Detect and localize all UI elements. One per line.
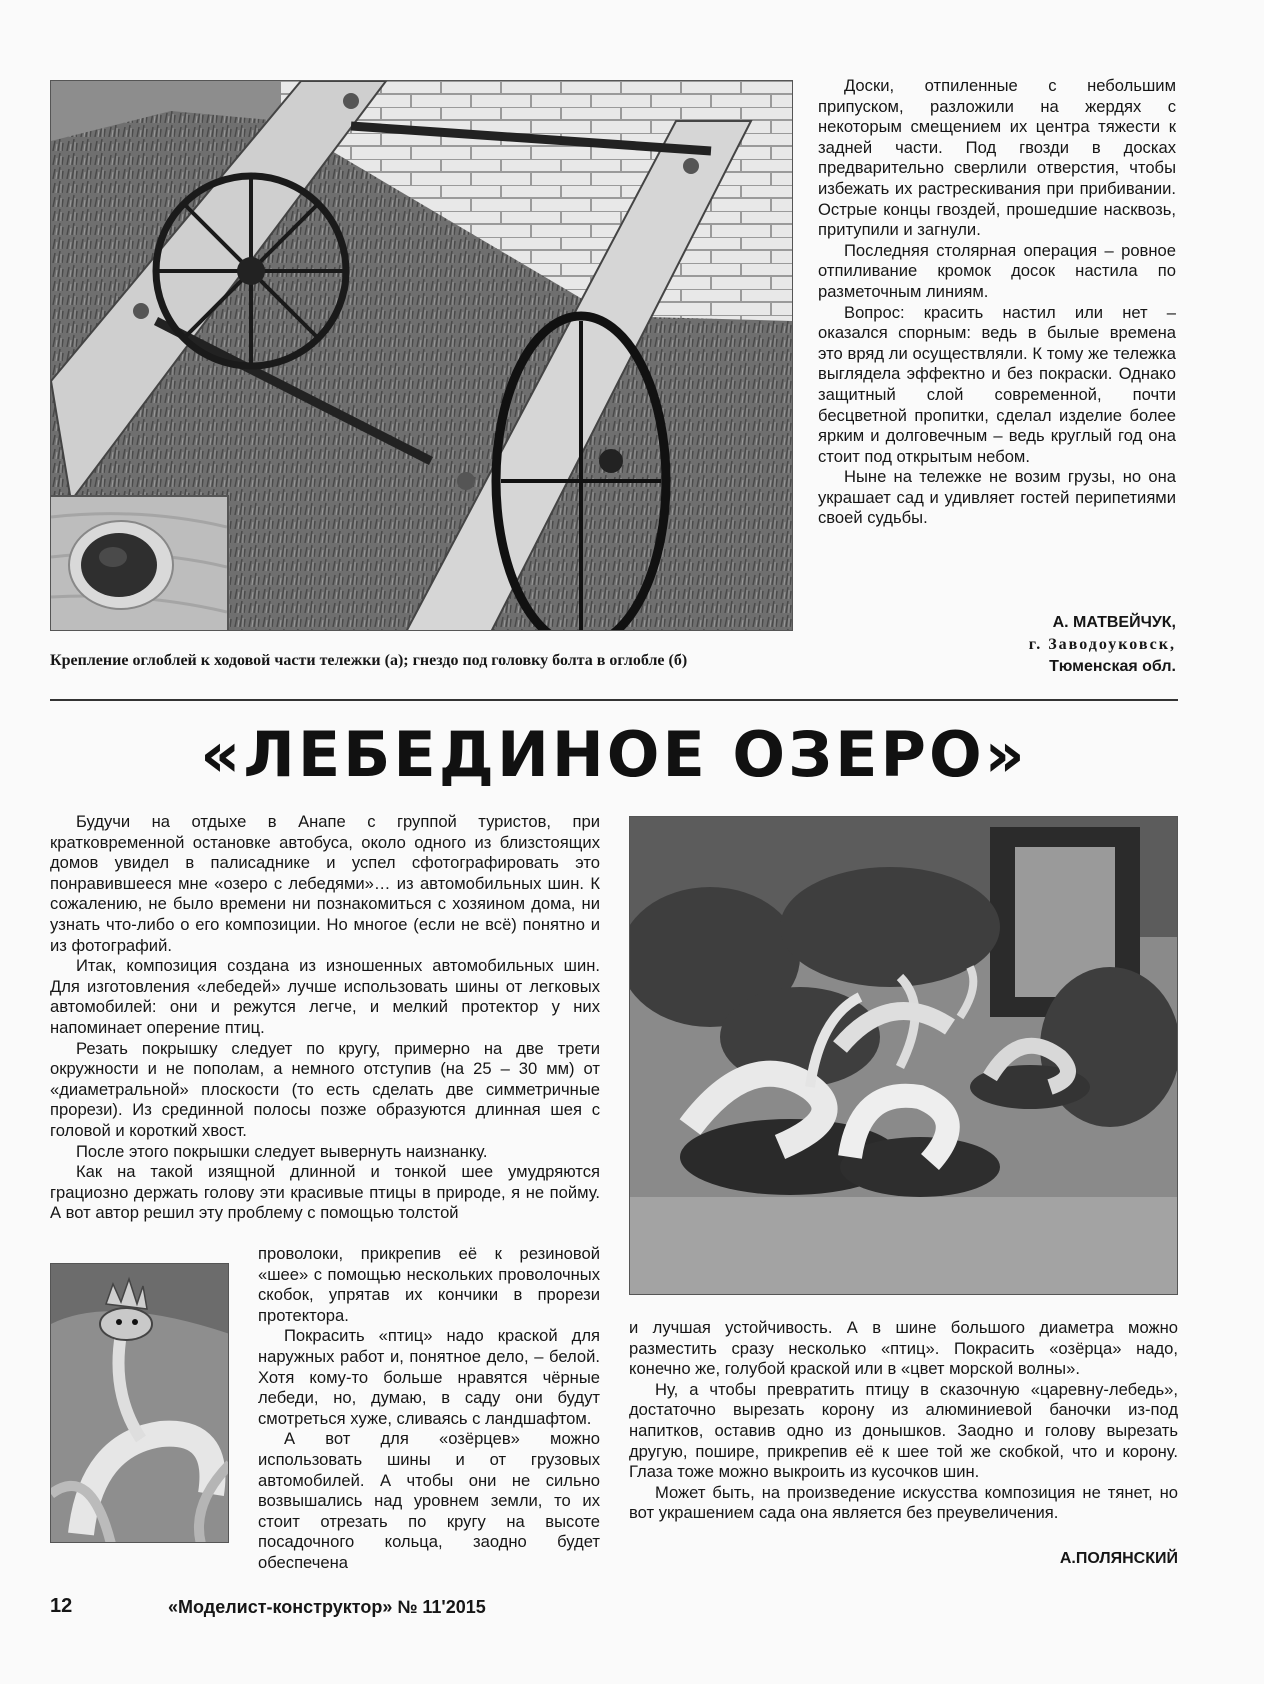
article2-author: А.ПОЛЯНСКИЙ xyxy=(1059,1550,1178,1567)
article1-paragraph: Ныне на тележке не возим грузы, но она украшает сад и удивляет гостей перипетиями своей судьбы. xyxy=(818,467,1176,528)
article2-paragraph: Резать покрышку следует по кругу, примерно на две трети окружности и не пополам, а немного отступив (на 25 – 30 мм) от «диаметральной» плоскости (то есть сделать две симметричные прорези). Из срединной полосы позже образуются длинная шея с головой и короткий хвост. xyxy=(50,1038,600,1140)
article1-paragraph: Последняя столярная операция – ровное отпиливание кромок досок настила по разметочным линиям. xyxy=(818,240,1176,301)
article1-city: г. Заводоуковск, xyxy=(1028,636,1176,653)
article2-paragraph: Итак, композиция создана из изношенных автомобильных шин. Для изготовления «лебедей» лучше использовать шины от легковых автомобилей: они и режутся легче, и мелкий протектор у них напоминает оперение птиц. xyxy=(50,956,600,1037)
article1-author: А. МАТВЕЙЧУК, xyxy=(1052,614,1176,631)
article2-intro-column xyxy=(50,812,600,1224)
bolt-socket-image xyxy=(51,497,227,630)
article-divider xyxy=(50,699,1178,701)
page-number: 12 xyxy=(50,1595,73,1617)
swan-closeup-image xyxy=(51,1264,229,1543)
magazine-footer: «Моделист-конструктор» № 11'2015 xyxy=(168,1597,486,1617)
article2-paragraph: Ну, а чтобы превратить птицу в сказочную «царевну-лебедь», достаточно вырезать корону из алюминиевой баночки из-под напитков, оставив одно из донышков. Заодно и голову вырезать другую, пошире, прикрепив её к шее той же скобкой, что и корону. Глаза тоже можно выкроить из кусочков шин. xyxy=(629,1379,1178,1482)
tire-swans-photo xyxy=(629,816,1178,1295)
swan-closeup-photo xyxy=(50,1263,229,1543)
article1-paragraph: Вопрос: красить настил или нет – оказался спорным: ведь в былые времена это вряд ли осуществляли. К тому же тележка выглядела эффектно и без покраски. Однако защитный слой современной, почти бесцветной пропитки, сделал изделие более ярким и долговечным – ведь круглый год она стоит под открытым небом. xyxy=(818,302,1176,466)
article2-paragraph: Будучи на отдыхе в Анапе с группой туристов, при кратковременной остановке автобуса, около одного из близстоящих домов увидел в палисаднике и успел сфотографировать это понравившееся мне «озеро с лебедями»… из автомобильных шин. К сожалению, не было времени ни познакомиться с хозяином дома, ни узнать что-либо о его композиции. Но многое (если не всё) понятно и из фотографий. xyxy=(50,812,600,955)
article2-paragraph: и лучшая устойчивость. А в шине большого диаметра можно разместить сразу несколько «птиц». Покрасить «озёрца» надо, конечно же, голубой краской или в «цвет морской волны». xyxy=(629,1318,1178,1379)
article2-narrow-column xyxy=(258,1244,600,1574)
article2-paragraph: проволоки, прикрепив её к резиновой «шее» с помощью нескольких проволочных скобок, упрятав их кончики в прорези протектора. xyxy=(258,1244,600,1325)
article1-region: Тюменская обл. xyxy=(1049,658,1176,675)
tire-swans-image xyxy=(630,817,1178,1295)
article2-paragraph: Может быть, на произведение искусства композиция не тянет, но вот украшением сада она является без преувеличения. xyxy=(629,1482,1178,1523)
article2-paragraph: Покрасить «птиц» надо краской для наружных работ и, понятное дело, – белой. Хотя кому-то больше нравятся чёрные лебеди, но, думаю, в саду они будут смотреться хуже, сливаясь с ландшафтом. xyxy=(258,1326,600,1428)
article2-right-column xyxy=(629,1318,1178,1524)
article1-column xyxy=(818,76,1176,529)
article1-paragraph: Доски, отпиленные с небольшим припуском, разложили на жердях с некоторым смещением их центра тяжести к задней части. Под гвозди в досках предварительно сверлили отверстия, чтобы избежать их растрескивания при прибивании. Острые концы гвоздей, прошедшие насквозь, притупили и загнули. xyxy=(818,76,1176,240)
article2-paragraph: Как на такой изящной длинной и тонкой шее умудряются грациозно держать голову эти красивые птицы в природе, я не пойму. А вот автор решил эту проблему с помощью толстой xyxy=(50,1162,600,1223)
article2-paragraph: После этого покрышки следует вывернуть наизнанку. xyxy=(76,1141,488,1161)
article2-paragraph: А вот для «озёрцев» можно использовать шины и от грузовых автомобилей. А чтобы они не сильно возвышались над уровнем земли, то их стоит отрезать по кругу на высоте посадочного кольца, заодно будет обеспечена xyxy=(258,1429,600,1572)
article1-signature xyxy=(940,612,1176,678)
cart-photo xyxy=(50,80,793,631)
cart-photo-caption: Крепление оглоблей к ходовой части тележки (а); гнездо под головку болта в оглобле (б) xyxy=(50,652,688,669)
bolt-socket-inset-photo xyxy=(51,495,229,630)
article2-title: «ЛЕБЕДИНОЕ ОЗЕРО» xyxy=(200,718,1028,791)
